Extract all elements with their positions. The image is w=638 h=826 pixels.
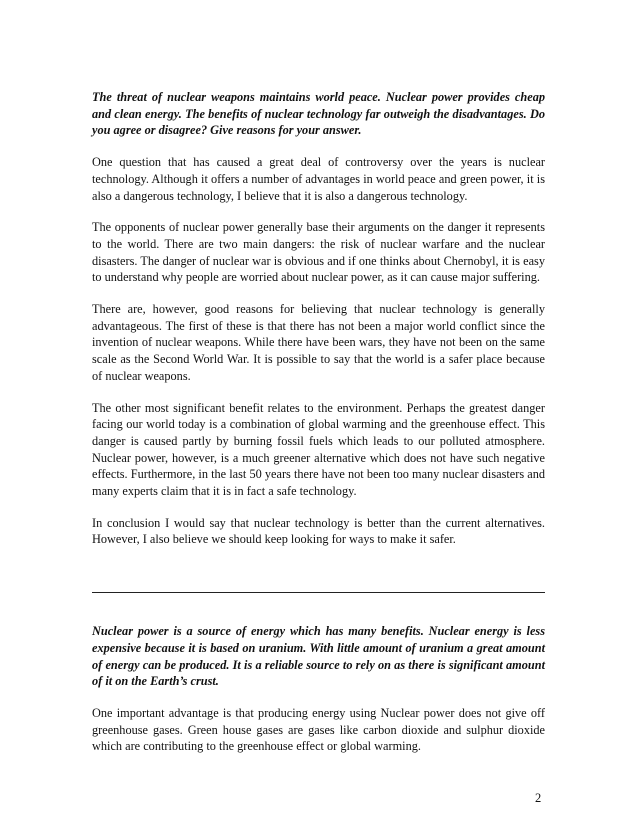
page-number: 2 bbox=[535, 791, 542, 805]
essay-paragraph-environment: The other most significant benefit relates to the environment. Perhaps the greatest danger facing our world today is a combination of global warming and the greenhouse effect. This danger is caused partly by burning fossil fuels which leads to our polluted atmosphere. Nuclear power, however, is a much greener alternative which does not have such negative effects. Furthermore, in the last 50 years there have not been too many nuclear disasters and many experts claim that it is in fact a safe technology. bbox=[92, 400, 545, 499]
essay-paragraph-advantages: There are, however, good reasons for believing that nuclear technology is generally advantageous. The first of these is that there has not been a major world conflict since the invention of nuclear weapons. While there have been wars, they have not been on the same scale as the Second World War. It is possible to say that the world is a safer place because of nuclear weapons. bbox=[92, 302, 545, 383]
essay-paragraph-conclusion: In conclusion I would say that nuclear technology is better than the current alternatives. However, I also believe we should keep looking for ways to make it safer. bbox=[92, 515, 545, 547]
second-essay-statement: Nuclear power is a source of energy which has many benefits. Nuclear energy is less expensive because it is based on uranium. With little amount of uranium a great amount of energy can be produced. It is a reliable source to rely on as there is significant amount of it on the Earth’s crust. bbox=[92, 624, 545, 689]
essay-paragraph-intro: One question that has caused a great deal of controversy over the years is nuclear technology. Although it offers a number of advantages in world peace and green power, it is also a dangerous technology, I believe that it is also a dangerous technology. bbox=[92, 155, 545, 203]
essay-question: The threat of nuclear weapons maintains world peace. Nuclear power provides cheap and clean energy. The benefits of nuclear technology far outweigh the disadvantages. Do you agree or disagree? Give reasons for your answer. bbox=[92, 90, 545, 138]
section-divider bbox=[92, 592, 545, 593]
page-content bbox=[92, 89, 545, 770]
second-essay-paragraph: One important advantage is that producing energy using Nuclear power does not give off greenhouse gases. Green house gases are gases like carbon dioxide and sulphur dioxide which are contributing to the greenhouse effect or global warming. bbox=[92, 705, 545, 754]
essay-paragraph-opponents: The opponents of nuclear power generally base their arguments on the danger it represents to the world. There are two main dangers: the risk of nuclear warfare and the nuclear disasters. The danger of nuclear war is obvious and if one thinks about Chernobyl, it is easy to understand why people are worried about nuclear power, as it can cause major suffering. bbox=[92, 220, 545, 285]
